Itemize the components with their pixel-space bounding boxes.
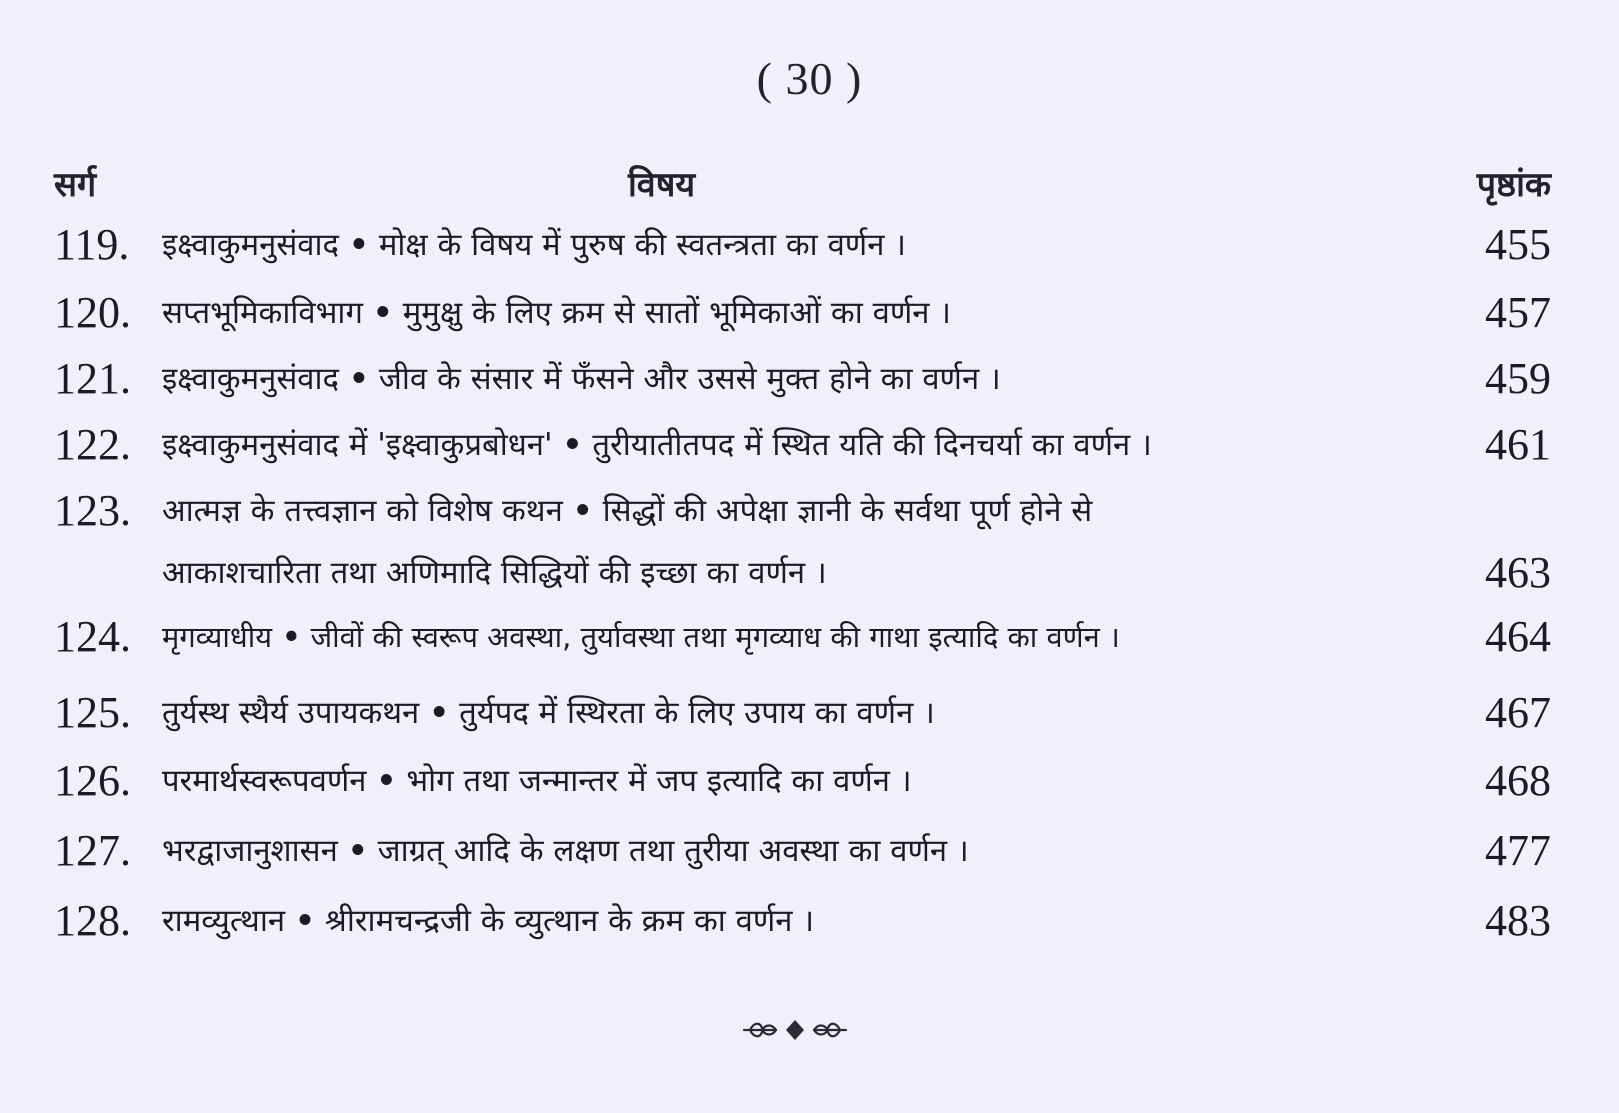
entry-page: 461 xyxy=(1485,420,1551,469)
page-number: ( 30 ) xyxy=(756,53,863,104)
entry-number: 122. xyxy=(54,420,131,469)
entry-number: 124. xyxy=(54,612,131,661)
flourish-ornament-icon xyxy=(740,1012,850,1048)
entry-title: तुर्यस्थ स्थैर्य उपायकथन xyxy=(162,695,420,731)
entry-page: 477 xyxy=(1485,826,1551,875)
entry-title: इक्ष्वाकुमनुसंवाद xyxy=(162,361,340,397)
entry-description: सिद्धों की अपेक्षा ज्ञानी के सर्वथा पूर्ण होने से xyxy=(602,493,1093,529)
entry-title: भरद्वाजानुशासन xyxy=(162,833,338,869)
entry-number: 127. xyxy=(54,826,131,875)
entry-number: 126. xyxy=(54,756,131,805)
separator-dot: • xyxy=(295,903,315,939)
entry-page: 455 xyxy=(1485,220,1551,269)
entry-text xyxy=(162,826,969,876)
header-vishay: विषय xyxy=(628,165,696,205)
entry-number: 119. xyxy=(54,220,130,269)
entry-text xyxy=(162,896,814,946)
separator-dot: • xyxy=(282,620,301,654)
entry-title: इक्ष्वाकुमनुसंवाद में 'इक्ष्वाकुप्रबोधन' xyxy=(162,427,553,463)
entry-text xyxy=(162,220,906,270)
entry-text xyxy=(162,288,951,338)
entry-page: 464 xyxy=(1485,612,1551,661)
entry-page: 468 xyxy=(1485,756,1551,805)
entry-page: 467 xyxy=(1485,688,1551,737)
separator-dot: • xyxy=(349,227,369,263)
entry-text xyxy=(162,420,1152,470)
entry-title: आत्मज्ञ के तत्त्वज्ञान को विशेष कथन xyxy=(162,493,563,529)
entry-number: 125. xyxy=(54,688,131,737)
entry-text xyxy=(162,756,912,806)
separator-dot: • xyxy=(562,427,583,463)
entry-number: 121. xyxy=(54,354,131,403)
separator-dot: • xyxy=(349,361,369,397)
entry-page: 457 xyxy=(1485,288,1551,337)
entry-number: 123. xyxy=(54,486,131,535)
entry-description: जीवों की स्वरूप अवस्था, तुर्यावस्था तथा मृगव्याध की गाथा इत्यादि का वर्णन । xyxy=(310,620,1120,654)
entry-title: इक्ष्वाकुमनुसंवाद xyxy=(162,227,340,263)
separator-dot: • xyxy=(429,695,450,731)
entry-text xyxy=(162,354,1001,404)
entry-description: मुमुक्षु के लिए क्रम से सातों भूमिकाओं का वर्णन । xyxy=(402,295,952,331)
entry-page: 483 xyxy=(1485,896,1551,945)
entry-text xyxy=(162,486,1092,536)
entry-description: जीव के संसार में फँसने और उससे मुक्त होने का वर्णन । xyxy=(378,361,1001,397)
entry-number: 120. xyxy=(54,288,131,337)
header-sarg: सर्ग xyxy=(54,165,97,205)
entry-title: मृगव्याधीय xyxy=(162,620,273,654)
entry-title: सप्तभूमिकाविभाग xyxy=(162,295,363,331)
entry-title: रामव्युत्थान xyxy=(162,903,286,939)
separator-dot: • xyxy=(372,295,393,331)
entry-description: तुरीयातीतपद में स्थित यति की दिनचर्या का वर्णन । xyxy=(592,427,1152,463)
entry-description: मोक्ष के विषय में पुरुष की स्वतन्त्रता का वर्णन । xyxy=(378,227,907,263)
entry-description: श्रीरामचन्द्रजी के व्युत्थान के क्रम का वर्णन । xyxy=(324,903,815,939)
entry-page: 459 xyxy=(1485,354,1551,403)
entry-number: 128. xyxy=(54,896,131,945)
entry-text xyxy=(162,612,1120,662)
header-prishthank: पृष्ठांक xyxy=(1476,165,1551,205)
entry-text xyxy=(162,688,935,738)
entry-description: जाग्रत् आदि के लक्षण तथा तुरीया अवस्था का वर्णन । xyxy=(377,833,969,869)
entry-page: 463 xyxy=(1485,548,1551,597)
entry-description: तुर्यपद में स्थिरता के लिए उपाय का वर्णन । xyxy=(459,695,935,731)
entry-description-continued: आकाशचारिता तथा अणिमादि सिद्धियों की इच्छा का वर्णन । xyxy=(162,555,827,591)
separator-dot: • xyxy=(572,493,593,529)
entry-title: परमार्थस्वरूपवर्णन xyxy=(162,763,367,799)
separator-dot: • xyxy=(347,833,368,869)
entry-description: भोग तथा जन्मान्तर में जप इत्यादि का वर्णन । xyxy=(406,763,912,799)
separator-dot: • xyxy=(376,763,397,799)
